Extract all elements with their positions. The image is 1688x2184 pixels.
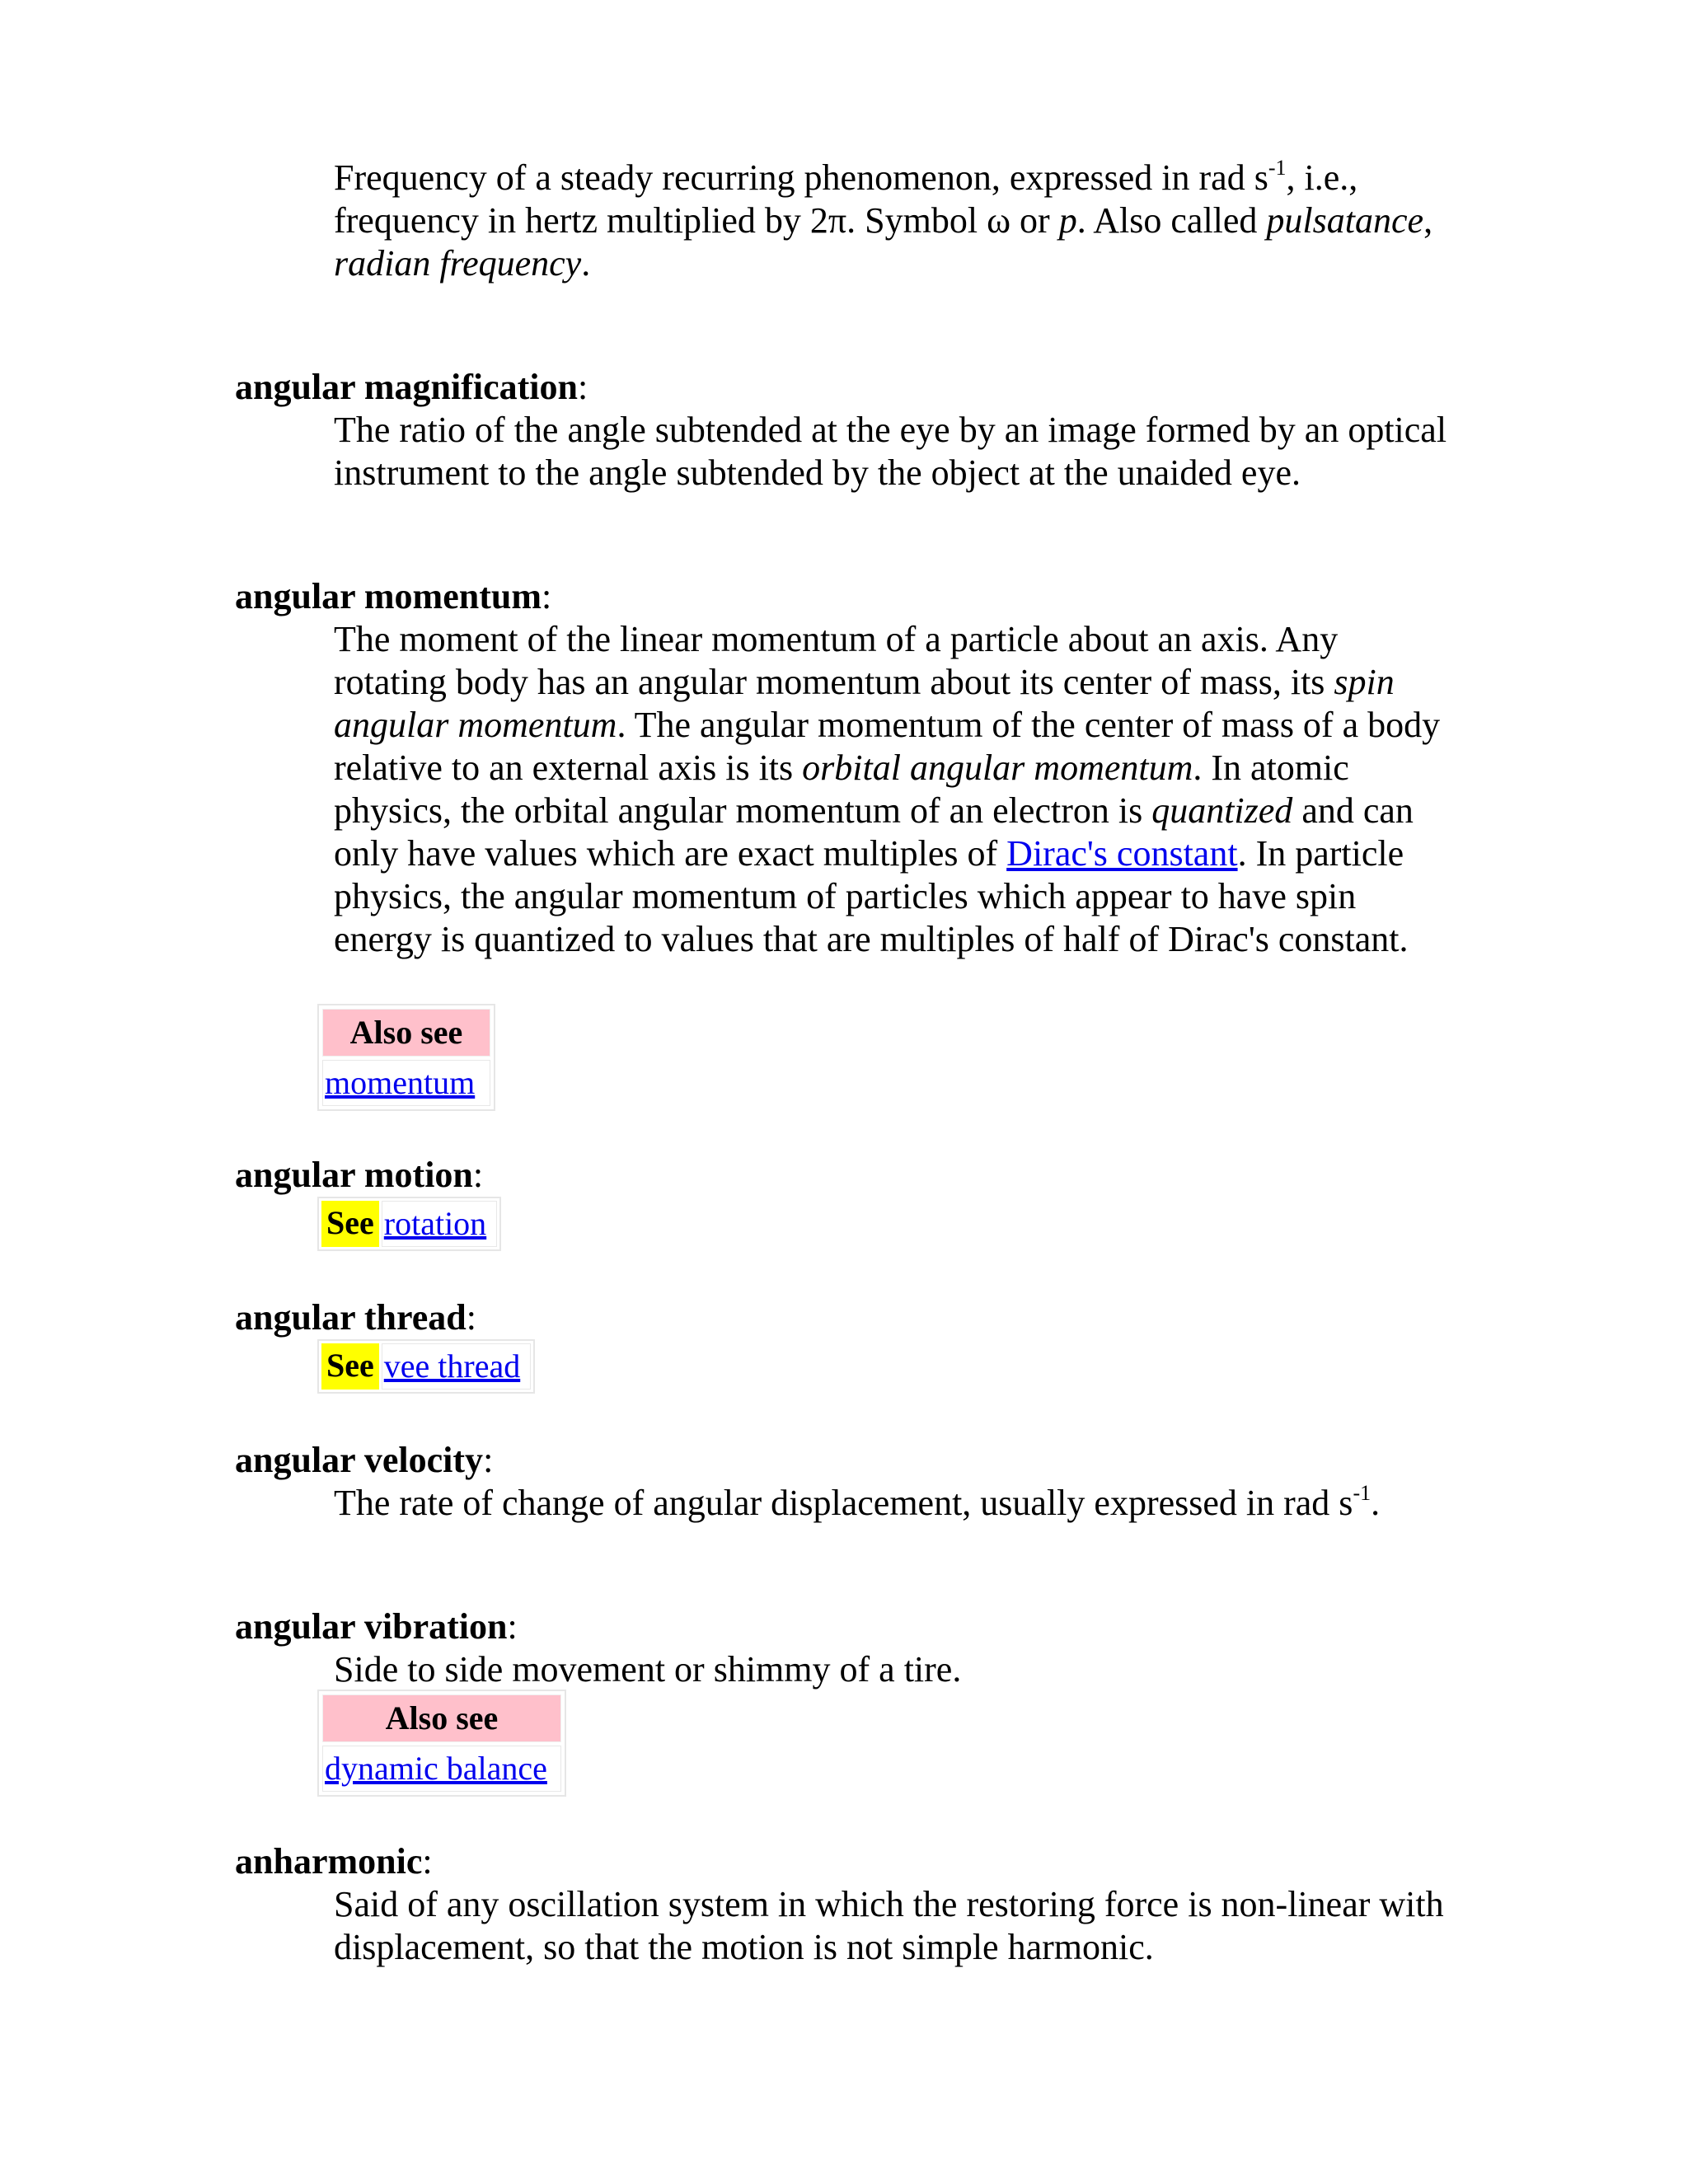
definition-text: . The angular momentum of the center of mass of a body relative to an external axis is its	[334, 705, 1441, 788]
period: .	[1371, 1483, 1381, 1523]
term-colon: :	[466, 1297, 476, 1338]
term-heading	[235, 1296, 476, 1339]
definition	[334, 1883, 1455, 1969]
definition-text: The rate of change of angular displacement, usually expressed in rad s	[334, 1483, 1353, 1523]
dynamic-balance-link[interactable]: dynamic balance	[325, 1750, 547, 1787]
also-see-box	[317, 1690, 566, 1797]
term-label: angular thread	[235, 1297, 467, 1338]
definition-text: The moment of the linear momentum of a particle about an axis. Any rotating body has an angular momentum about its center of mass, its	[334, 619, 1339, 702]
rotation-link[interactable]: rotation	[383, 1205, 487, 1242]
term-colon: :	[483, 1440, 494, 1480]
also-see-box	[317, 1004, 495, 1111]
definition	[334, 618, 1455, 961]
definition	[334, 1482, 1455, 1525]
superscript: -1	[1353, 1481, 1372, 1506]
definition	[334, 1648, 1455, 1691]
emphasis: spin angular momentum	[334, 662, 1395, 745]
definition	[334, 409, 1455, 494]
also-see-cell	[322, 1746, 561, 1792]
see-cell	[382, 1201, 497, 1247]
term-heading	[235, 1605, 518, 1648]
also-see-header: Also see	[322, 1694, 561, 1742]
term-colon: :	[422, 1841, 433, 1882]
term-heading	[235, 1154, 483, 1197]
term-heading	[235, 1840, 433, 1883]
see-box	[317, 1197, 501, 1251]
separator: ,	[1423, 200, 1433, 241]
term-label: anharmonic	[235, 1841, 423, 1882]
term-label: angular momentum	[235, 576, 542, 616]
definition-text: Said of any oscillation system in which the restoring force is non-linear with displacement, so that the motion is not simple harmonic.	[334, 1884, 1444, 1967]
term-heading	[235, 366, 588, 409]
term-label: angular vibration	[235, 1606, 508, 1647]
symbol-p: p	[1058, 200, 1077, 241]
term-colon: :	[507, 1606, 518, 1647]
diracs-constant-link[interactable]: Dirac's constant	[1006, 833, 1238, 874]
term-label: angular velocity	[235, 1440, 484, 1480]
also-see-cell	[322, 1060, 490, 1106]
definition-text: . In particle physics, the angular momentum of particles which appear to have spin energy is quantized to values that are multiples of half of Dirac's constant.	[334, 833, 1409, 959]
emphasis: quantized	[1151, 790, 1293, 831]
definition-continuation	[334, 157, 1455, 285]
term-colon: :	[472, 1155, 484, 1195]
see-label: See	[321, 1201, 379, 1247]
see-cell	[382, 1343, 531, 1390]
also-see-header: Also see	[322, 1009, 490, 1057]
term-heading	[235, 575, 551, 618]
see-label: See	[321, 1343, 379, 1390]
definition-text: , i.e., frequency in hertz multiplied by 2π. Symbol ω or	[334, 157, 1358, 241]
alt-name: radian frequency	[334, 243, 582, 284]
period: .	[581, 243, 591, 284]
definition-text: The ratio of the angle subtended at the eye by an image formed by an optical instrument to the angle subtended by the object at the unaided eye.	[334, 410, 1447, 493]
vee-thread-link[interactable]: vee thread	[383, 1347, 521, 1385]
term-colon: :	[578, 367, 588, 407]
term-label: angular magnification	[235, 367, 579, 407]
see-box	[317, 1339, 535, 1394]
definition-text: . In atomic physics, the orbital angular momentum of an electron is	[334, 748, 1349, 831]
superscript: -1	[1268, 156, 1287, 180]
momentum-link[interactable]: momentum	[325, 1064, 476, 1101]
definition-text: and can only have values which are exact multiples of	[334, 790, 1414, 874]
definition-text: . Also called	[1076, 200, 1267, 241]
term-colon: :	[541, 576, 552, 616]
definition-text: Frequency of a steady recurring phenomenon, expressed in rad s	[334, 157, 1268, 198]
term-label: angular motion	[235, 1155, 473, 1195]
alt-name: pulsatance	[1266, 200, 1424, 241]
term-heading	[235, 1439, 493, 1482]
emphasis: orbital angular momentum	[802, 748, 1193, 788]
definition-text: Side to side movement or shimmy of a tire.	[334, 1649, 962, 1690]
